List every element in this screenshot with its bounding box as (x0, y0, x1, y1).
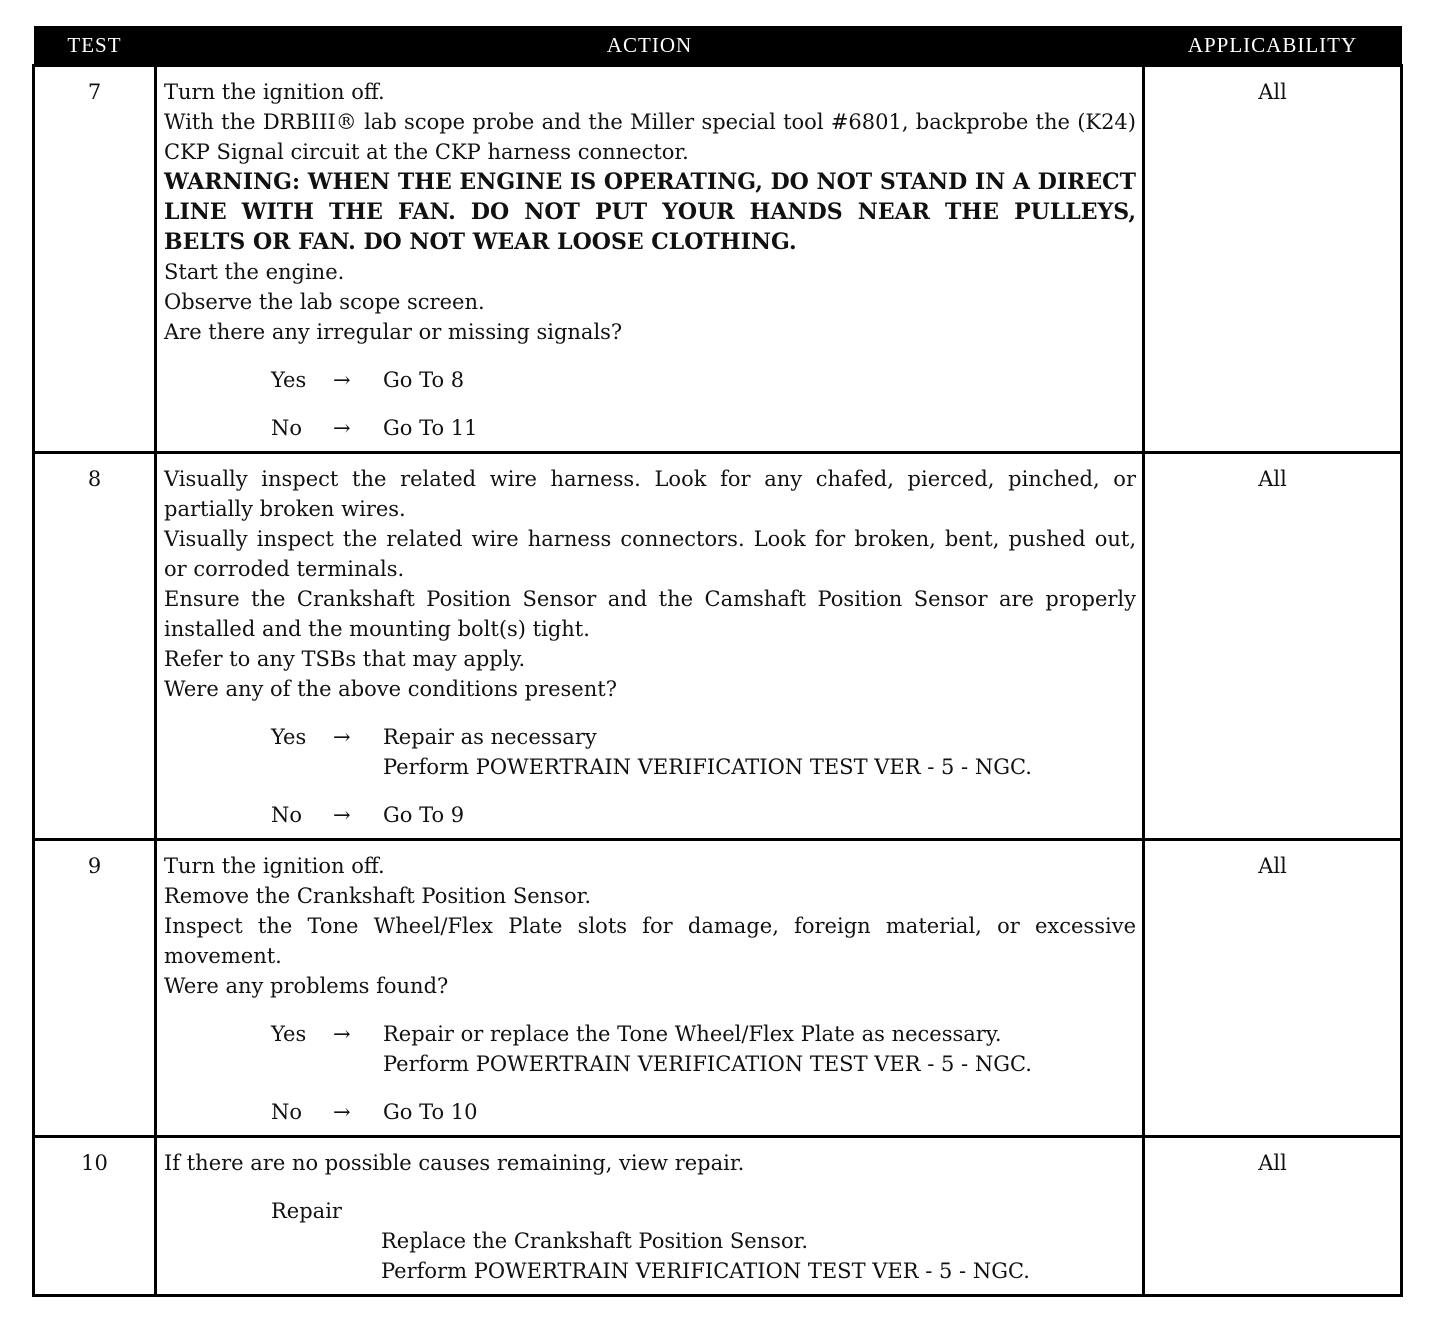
answer-key: No (271, 803, 303, 827)
action-step: Turn the ignition off. (164, 854, 385, 878)
action-step: Are there any irregular or missing signals? (164, 320, 623, 344)
answer-result-line: Go To 8 (383, 368, 465, 392)
repair-steps (381, 1226, 1136, 1286)
repair-label: Repair (271, 1199, 342, 1223)
action-step: Start the engine. (164, 260, 345, 284)
arrow-icon: → (333, 1100, 351, 1124)
answer-result (383, 1097, 1136, 1127)
repair-step: Replace the Crankshaft Position Sensor. (381, 1229, 809, 1253)
action-step: Remove the Crankshaft Position Sensor. (164, 884, 591, 908)
test-number: 8 (34, 453, 156, 840)
table-header-row (34, 26, 1402, 66)
action-step: Refer to any TSBs that may apply. (164, 647, 526, 671)
applicability-cell: All (1144, 66, 1402, 453)
action-step: Were any of the above conditions present? (164, 677, 617, 701)
test-number: 9 (34, 840, 156, 1137)
answer-key: Yes (271, 368, 307, 392)
action-step: Visually inspect the related wire harness connectors. Look for broken, bent, pushed out, or corroded terminals. (164, 527, 1136, 581)
applicability-cell: All (1144, 1137, 1402, 1296)
action-cell (156, 453, 1144, 840)
test-number: 7 (34, 66, 156, 453)
diagnostic-table (32, 26, 1403, 1297)
answer-result-line: Go To 9 (383, 803, 465, 827)
action-step: Were any problems found? (164, 974, 449, 998)
repair-step: Perform POWERTRAIN VERIFICATION TEST VER - 5 - NGC. (381, 1259, 1030, 1283)
action-step: Ensure the Crankshaft Position Sensor and the Camshaft Position Sensor are properly installed and the mounting bolt(s) tight. (164, 587, 1136, 641)
answer-key: No (271, 416, 303, 440)
applicability-cell: All (1144, 453, 1402, 840)
answer-result-line: Go To 11 (383, 416, 478, 440)
answer-key: Yes (271, 725, 307, 749)
answer-result-line: Go To 10 (383, 1100, 478, 1124)
action-cell (156, 66, 1144, 453)
applicability-cell: All (1144, 840, 1402, 1137)
action-step: Visually inspect the related wire harness. Look for any chafed, pierced, pinched, or partially broken wires. (164, 467, 1136, 521)
answer-list (164, 365, 1136, 443)
answer-result-line: Repair or replace the Tone Wheel/Flex Plate as necessary. (383, 1022, 1002, 1046)
answer-key: No (271, 1100, 303, 1124)
answer-result (383, 722, 1136, 782)
arrow-icon: → (333, 725, 351, 749)
action-cell (156, 840, 1144, 1137)
table-body (34, 66, 1402, 1296)
action-cell (156, 1137, 1144, 1296)
answer-no (164, 413, 1136, 443)
answer-result (383, 413, 1136, 443)
answer-result-line: Perform POWERTRAIN VERIFICATION TEST VER - 5 - NGC. (383, 755, 1032, 779)
table-row (34, 840, 1402, 1137)
answer-list (164, 722, 1136, 830)
table-row (34, 66, 1402, 453)
answer-result (383, 1019, 1136, 1079)
arrow-icon: → (333, 368, 351, 392)
answer-yes (164, 722, 1136, 782)
action-step: Turn the ignition off. (164, 80, 385, 104)
table-row (34, 453, 1402, 840)
warning-text: WARNING: WHEN THE ENGINE IS OPERATING, DO NOT STAND IN A DIRECT LINE WITH THE FAN. DO NOT PUT YOUR HANDS NEAR THE PULLEYS, BELTS OR FAN. DO NOT WEAR LOOSE CLOTHING. (164, 169, 1136, 255)
action-step: With the DRBIII® lab scope probe and the Miller special tool #6801, backprobe the (K24) CKP Signal circuit at the CKP harness connector. (164, 110, 1136, 164)
answer-list (164, 1019, 1136, 1127)
answer-yes (164, 365, 1136, 395)
answer-no (164, 800, 1136, 830)
header-test: TEST (34, 26, 156, 66)
diagnostic-test-sheet (32, 26, 1400, 1297)
action-step: Observe the lab scope screen. (164, 290, 485, 314)
answer-yes (164, 1019, 1136, 1079)
action-step: Inspect the Tone Wheel/Flex Plate slots for damage, foreign material, or excessive movement. (164, 914, 1136, 968)
arrow-icon: → (333, 416, 351, 440)
action-step: If there are no possible causes remaining, view repair. (164, 1151, 745, 1175)
arrow-icon: → (333, 1022, 351, 1046)
answer-key: Yes (271, 1022, 307, 1046)
header-action: ACTION (156, 26, 1144, 66)
test-number: 10 (34, 1137, 156, 1296)
arrow-icon: → (333, 803, 351, 827)
header-applicability: APPLICABILITY (1144, 26, 1402, 66)
answer-no (164, 1097, 1136, 1127)
answer-result-line: Repair as necessary (383, 725, 597, 749)
answer-result (383, 800, 1136, 830)
table-row (34, 1137, 1402, 1296)
answer-result-line: Perform POWERTRAIN VERIFICATION TEST VER - 5 - NGC. (383, 1052, 1032, 1076)
answer-result (383, 365, 1136, 395)
